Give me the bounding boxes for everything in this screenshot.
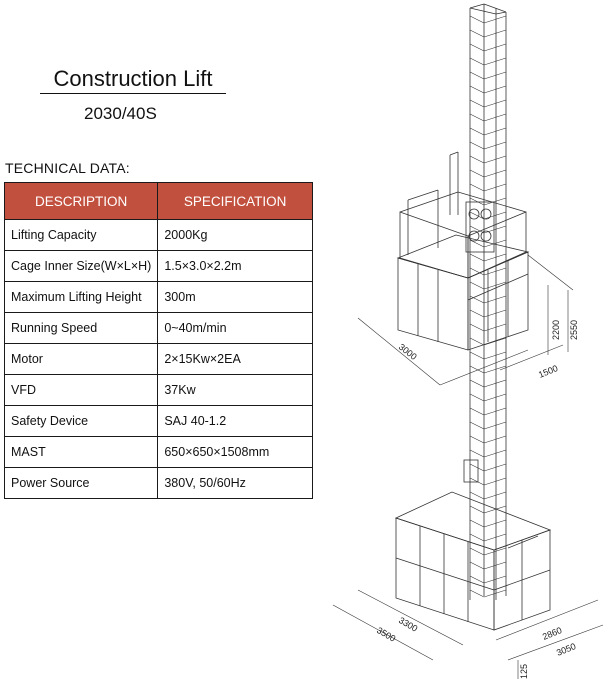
row-description: Motor: [5, 344, 158, 375]
dim-base-length-outer: 3500: [375, 625, 398, 644]
row-specification: SAJ 40-1.2: [158, 406, 313, 437]
dim-cage-length: 3000: [396, 341, 419, 362]
row-specification: 1.5×3.0×2.2m: [158, 251, 313, 282]
row-specification: 2×15Kw×2EA: [158, 344, 313, 375]
table-row: [5, 220, 313, 251]
column-header-specification: SPECIFICATION: [158, 183, 313, 220]
table-row: [5, 282, 313, 313]
dim-base-length: 3300: [397, 615, 420, 634]
dim-cage-outer-height: 2550: [569, 319, 579, 340]
table-header-row: [5, 183, 313, 220]
table-row: [5, 406, 313, 437]
dim-base-height: 125: [519, 663, 529, 679]
document-title: Construction Lift: [53, 66, 213, 91]
dim-base-width: 2860: [541, 625, 564, 642]
dim-cage-inner-height: 2200: [551, 319, 561, 340]
title-underline: [40, 93, 226, 94]
table-row: [5, 251, 313, 282]
row-description: Lifting Capacity: [5, 220, 158, 251]
row-specification: 0~40m/min: [158, 313, 313, 344]
section-heading: TECHNICAL DATA:: [5, 160, 130, 176]
row-description: Cage Inner Size(W×L×H): [5, 251, 158, 282]
table-row: [5, 313, 313, 344]
row-description: VFD: [5, 375, 158, 406]
dimension-labels: [375, 320, 579, 679]
row-specification: 2000Kg: [158, 220, 313, 251]
base-enclosure: [396, 492, 550, 630]
table-row: [5, 375, 313, 406]
table-row: [5, 468, 313, 499]
table-row: [5, 344, 313, 375]
row-description: Running Speed: [5, 313, 158, 344]
column-header-description: DESCRIPTION: [5, 183, 158, 220]
row-description: MAST: [5, 437, 158, 468]
row-specification: 380V, 50/60Hz: [158, 468, 313, 499]
row-description: Maximum Lifting Height: [5, 282, 158, 313]
spec-table: [4, 182, 313, 499]
dim-cage-width: 1500: [537, 363, 560, 380]
row-description: Power Source: [5, 468, 158, 499]
dim-base-width-outer: 3050: [555, 641, 578, 658]
row-description: Safety Device: [5, 406, 158, 437]
row-specification: 37Kw: [158, 375, 313, 406]
model-number: 2030/40S: [84, 104, 157, 123]
row-specification: 300m: [158, 282, 313, 313]
upper-cage: [398, 190, 528, 350]
table-row: [5, 437, 313, 468]
row-specification: 650×650×1508mm: [158, 437, 313, 468]
construction-lift-drawing: [318, 0, 611, 679]
